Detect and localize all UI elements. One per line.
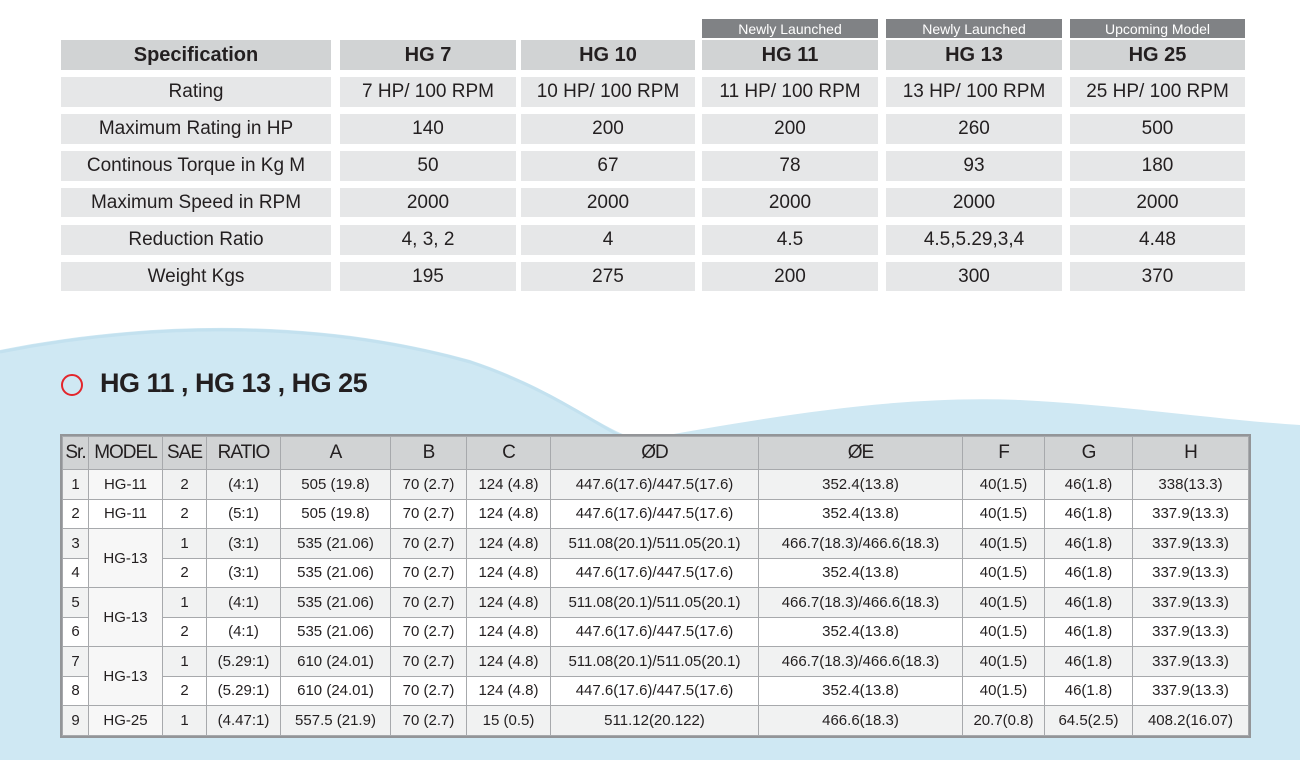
model-cell: HG-13 — [89, 647, 163, 706]
dimension-cell-e: 466.6(18.3) — [759, 706, 963, 736]
dimension-cell-a: 505 (19.8) — [281, 499, 391, 529]
dimension-header-cell: Sr. — [63, 437, 89, 470]
dimension-cell-h: 337.9(13.3) — [1133, 558, 1249, 588]
spec-value-cell: 11 HP/ 100 RPM — [702, 77, 878, 107]
dimension-cell-sr: 9 — [63, 706, 89, 736]
dimension-cell-b: 70 (2.7) — [391, 588, 467, 618]
spec-header-model: HG 11 — [702, 40, 878, 70]
spec-row-label: Maximum Speed in RPM — [61, 188, 331, 217]
dimension-cell-ratio: (5.29:1) — [207, 647, 281, 677]
dimension-cell-sr: 2 — [63, 499, 89, 529]
dimension-cell-d: 447.6(17.6)/447.5(17.6) — [551, 558, 759, 588]
dimension-header-cell: SAE — [163, 437, 207, 470]
spec-header-model: HG 7 — [340, 40, 516, 70]
dimension-header-cell: ØE — [759, 437, 963, 470]
dimension-cell-e: 352.4(13.8) — [759, 676, 963, 706]
spec-value-cell: 13 HP/ 100 RPM — [886, 77, 1062, 107]
dimension-cell-e: 352.4(13.8) — [759, 499, 963, 529]
dimension-cell-c: 124 (4.8) — [467, 499, 551, 529]
dimension-header-cell: G — [1045, 437, 1133, 470]
dimension-header-cell: ØD — [551, 437, 759, 470]
dimension-cell-g: 46(1.8) — [1045, 588, 1133, 618]
dimension-cell-a: 610 (24.01) — [281, 647, 391, 677]
spec-value-cell: 500 — [1070, 114, 1245, 144]
dimension-cell-sr: 6 — [63, 617, 89, 647]
dimension-cell-c: 124 (4.8) — [467, 647, 551, 677]
spec-row-label: Rating — [61, 77, 331, 107]
dimension-cell-ratio: (5.29:1) — [207, 676, 281, 706]
dimension-cell-f: 20.7(0.8) — [963, 706, 1045, 736]
dimension-cell-g: 46(1.8) — [1045, 676, 1133, 706]
spec-value-cell: 195 — [340, 262, 516, 291]
table-row — [63, 470, 1249, 500]
spec-value-cell: 4.5,5.29,3,4 — [886, 225, 1062, 255]
dimension-cell-d: 511.08(20.1)/511.05(20.1) — [551, 647, 759, 677]
dimension-cell-sae: 2 — [163, 617, 207, 647]
dimension-cell-sr: 4 — [63, 558, 89, 588]
dimension-header-cell: C — [467, 437, 551, 470]
dimension-cell-e: 466.7(18.3)/466.6(18.3) — [759, 529, 963, 559]
spec-value-cell: 10 HP/ 100 RPM — [521, 77, 695, 107]
dimension-cell-ratio: (4.47:1) — [207, 706, 281, 736]
dimension-cell-ratio: (5:1) — [207, 499, 281, 529]
dimension-cell-h: 337.9(13.3) — [1133, 617, 1249, 647]
spec-header-label: Specification — [61, 40, 331, 70]
spec-value-cell: 370 — [1070, 262, 1245, 291]
dimension-cell-a: 535 (21.06) — [281, 558, 391, 588]
model-status-badge: Newly Launched — [702, 19, 878, 38]
dimension-cell-f: 40(1.5) — [963, 588, 1045, 618]
dimension-cell-c: 124 (4.8) — [467, 676, 551, 706]
dimension-cell-f: 40(1.5) — [963, 617, 1045, 647]
model-status-badge: Newly Launched — [886, 19, 1062, 38]
dimension-cell-sr: 5 — [63, 588, 89, 618]
dimension-cell-f: 40(1.5) — [963, 647, 1045, 677]
spec-value-cell: 4, 3, 2 — [340, 225, 516, 255]
dimension-cell-c: 124 (4.8) — [467, 617, 551, 647]
spec-value-cell: 200 — [702, 114, 878, 144]
spec-value-cell: 200 — [702, 262, 878, 291]
spec-value-cell: 2000 — [886, 188, 1062, 217]
dimension-cell-a: 535 (21.06) — [281, 588, 391, 618]
dimension-cell-a: 535 (21.06) — [281, 617, 391, 647]
dimension-cell-ratio: (4:1) — [207, 617, 281, 647]
dimension-cell-sae: 1 — [163, 588, 207, 618]
dimension-cell-h: 337.9(13.3) — [1133, 529, 1249, 559]
dimension-cell-sae: 1 — [163, 706, 207, 736]
table-row — [63, 647, 1249, 677]
dimension-table — [62, 436, 1249, 736]
dimension-cell-b: 70 (2.7) — [391, 617, 467, 647]
spec-value-cell: 2000 — [521, 188, 695, 217]
spec-value-cell: 2000 — [340, 188, 516, 217]
dimension-cell-c: 124 (4.8) — [467, 470, 551, 500]
dimension-cell-d: 447.6(17.6)/447.5(17.6) — [551, 676, 759, 706]
spec-value-cell: 260 — [886, 114, 1062, 144]
spec-value-cell: 2000 — [702, 188, 878, 217]
model-cell: HG-13 — [89, 588, 163, 647]
spec-value-cell: 78 — [702, 151, 878, 181]
dimension-cell-e: 352.4(13.8) — [759, 558, 963, 588]
dimension-cell-sae: 1 — [163, 529, 207, 559]
dimension-cell-g: 46(1.8) — [1045, 470, 1133, 500]
dimension-cell-h: 337.9(13.3) — [1133, 588, 1249, 618]
dimension-header-cell: RATIO — [207, 437, 281, 470]
spec-header-model: HG 13 — [886, 40, 1062, 70]
dimension-cell-h: 337.9(13.3) — [1133, 499, 1249, 529]
dimension-cell-f: 40(1.5) — [963, 499, 1045, 529]
model-cell: HG-11 — [89, 470, 163, 500]
dimension-cell-b: 70 (2.7) — [391, 470, 467, 500]
dimension-cell-sae: 1 — [163, 647, 207, 677]
spec-value-cell: 93 — [886, 151, 1062, 181]
dimension-cell-f: 40(1.5) — [963, 676, 1045, 706]
spec-value-cell: 50 — [340, 151, 516, 181]
dimension-cell-g: 46(1.8) — [1045, 499, 1133, 529]
section-title: HG 11 , HG 13 , HG 25 — [100, 368, 368, 398]
dimension-cell-c: 15 (0.5) — [467, 706, 551, 736]
dimension-cell-h: 337.9(13.3) — [1133, 647, 1249, 677]
spec-header-model: HG 25 — [1070, 40, 1245, 70]
dimension-cell-g: 46(1.8) — [1045, 529, 1133, 559]
dimension-header-cell: B — [391, 437, 467, 470]
dimension-cell-b: 70 (2.7) — [391, 706, 467, 736]
dimension-cell-b: 70 (2.7) — [391, 676, 467, 706]
dimension-cell-g: 46(1.8) — [1045, 617, 1133, 647]
dimension-cell-c: 124 (4.8) — [467, 529, 551, 559]
dimension-cell-b: 70 (2.7) — [391, 647, 467, 677]
spec-row-label: Reduction Ratio — [61, 225, 331, 255]
model-cell: HG-25 — [89, 706, 163, 736]
dimension-cell-e: 352.4(13.8) — [759, 617, 963, 647]
table-row — [63, 529, 1249, 559]
model-cell: HG-11 — [89, 499, 163, 529]
spec-value-cell: 4.48 — [1070, 225, 1245, 255]
table-row — [63, 499, 1249, 529]
dimension-cell-g: 46(1.8) — [1045, 558, 1133, 588]
dimension-cell-sr: 3 — [63, 529, 89, 559]
dimension-cell-ratio: (4:1) — [207, 470, 281, 500]
model-status-badge: Upcoming Model — [1070, 19, 1245, 38]
dimension-cell-sae: 2 — [163, 470, 207, 500]
dimension-cell-a: 505 (19.8) — [281, 470, 391, 500]
dimension-cell-ratio: (3:1) — [207, 558, 281, 588]
dimension-cell-d: 511.12(20.122) — [551, 706, 759, 736]
spec-value-cell: 180 — [1070, 151, 1245, 181]
dimension-cell-a: 610 (24.01) — [281, 676, 391, 706]
dimension-cell-c: 124 (4.8) — [467, 588, 551, 618]
table-row — [63, 706, 1249, 736]
dimension-header-row — [63, 437, 1249, 470]
table-row — [63, 676, 1249, 706]
table-row — [63, 558, 1249, 588]
spec-value-cell: 4 — [521, 225, 695, 255]
dimension-cell-g: 46(1.8) — [1045, 647, 1133, 677]
dimension-cell-f: 40(1.5) — [963, 558, 1045, 588]
dimension-cell-e: 466.7(18.3)/466.6(18.3) — [759, 588, 963, 618]
table-row — [63, 588, 1249, 618]
spec-value-cell: 4.5 — [702, 225, 878, 255]
spec-value-cell: 7 HP/ 100 RPM — [340, 77, 516, 107]
dimension-cell-h: 337.9(13.3) — [1133, 676, 1249, 706]
spec-header-model: HG 10 — [521, 40, 695, 70]
dimension-cell-e: 466.7(18.3)/466.6(18.3) — [759, 647, 963, 677]
dimension-cell-d: 447.6(17.6)/447.5(17.6) — [551, 470, 759, 500]
circle-outline-icon — [61, 374, 83, 396]
dimension-cell-b: 70 (2.7) — [391, 558, 467, 588]
dimension-cell-g: 64.5(2.5) — [1045, 706, 1133, 736]
dimension-cell-f: 40(1.5) — [963, 470, 1045, 500]
dimension-cell-d: 511.08(20.1)/511.05(20.1) — [551, 588, 759, 618]
dimension-cell-sr: 1 — [63, 470, 89, 500]
spec-value-cell: 300 — [886, 262, 1062, 291]
dimension-cell-d: 447.6(17.6)/447.5(17.6) — [551, 499, 759, 529]
dimension-cell-ratio: (4:1) — [207, 588, 281, 618]
dimension-cell-sae: 2 — [163, 676, 207, 706]
spec-value-cell: 200 — [521, 114, 695, 144]
dimension-cell-sr: 7 — [63, 647, 89, 677]
dimension-cell-c: 124 (4.8) — [467, 558, 551, 588]
spec-value-cell: 2000 — [1070, 188, 1245, 217]
dimension-header-cell: F — [963, 437, 1045, 470]
dimension-cell-b: 70 (2.7) — [391, 499, 467, 529]
dimension-cell-e: 352.4(13.8) — [759, 470, 963, 500]
dimension-cell-sae: 2 — [163, 558, 207, 588]
spec-row-label: Maximum Rating in HP — [61, 114, 331, 144]
dimension-cell-d: 511.08(20.1)/511.05(20.1) — [551, 529, 759, 559]
model-cell: HG-13 — [89, 529, 163, 588]
dimension-cell-h: 338(13.3) — [1133, 470, 1249, 500]
dimension-header-cell: A — [281, 437, 391, 470]
dimension-cell-h: 408.2(16.07) — [1133, 706, 1249, 736]
table-row — [63, 617, 1249, 647]
spec-value-cell: 25 HP/ 100 RPM — [1070, 77, 1245, 107]
dimension-cell-d: 447.6(17.6)/447.5(17.6) — [551, 617, 759, 647]
dimension-cell-ratio: (3:1) — [207, 529, 281, 559]
spec-row-label: Continous Torque in Kg M — [61, 151, 331, 181]
dimension-header-cell: MODEL — [89, 437, 163, 470]
spec-value-cell: 140 — [340, 114, 516, 144]
dimension-cell-a: 557.5 (21.9) — [281, 706, 391, 736]
dimension-cell-a: 535 (21.06) — [281, 529, 391, 559]
spec-value-cell: 275 — [521, 262, 695, 291]
dimension-cell-sr: 8 — [63, 676, 89, 706]
spec-value-cell: 67 — [521, 151, 695, 181]
dimension-cell-sae: 2 — [163, 499, 207, 529]
spec-row-label: Weight Kgs — [61, 262, 331, 291]
dimension-cell-f: 40(1.5) — [963, 529, 1045, 559]
dimension-header-cell: H — [1133, 437, 1249, 470]
dimension-cell-b: 70 (2.7) — [391, 529, 467, 559]
